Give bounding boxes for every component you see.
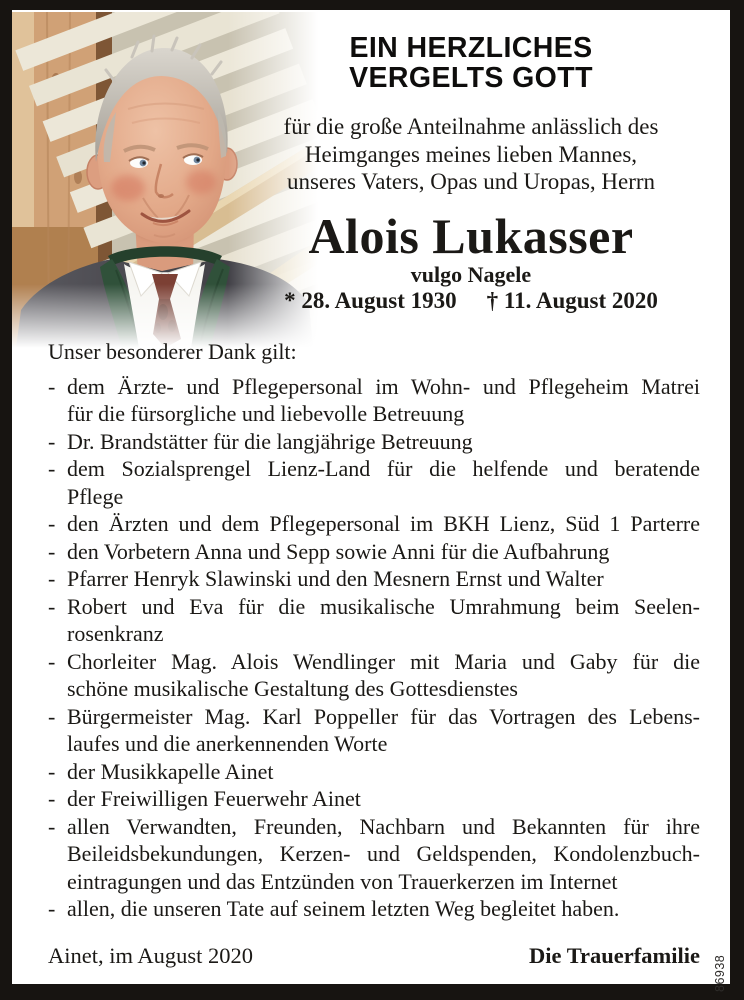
thanks-line-text: dem Ärzte- und Pflegepersonal im Wohn- und Pflegeheim Matrei [67,373,700,399]
list-dash: - [48,813,56,839]
thanks-line-text: Dr. Brandstätter für die langjährige Betreuung [67,428,473,454]
thanks-line [48,510,700,538]
intro-line2: Heimganges meines lieben Mannes, [304,141,638,167]
thanks-line-text: laufes und die anerkennenden Worte [67,731,388,756]
intro-line1: für die große Anteilnahme anlässlich des [283,114,659,139]
life-dates [240,287,702,314]
thanks-line-text: der Musikkapelle Ainet [67,758,274,784]
thanks-line-text: Pfarrer Henryk Slawinski und den Mesnern Ernst und Walter [67,566,604,591]
thanks-line [48,758,700,786]
thanks-line [48,868,700,896]
vulgo-name: vulgo Nagele [410,261,532,287]
thanks-line-text: Beileidsbekundungen, Kerzen- und Geldspenden, Kondolenzbuch- [67,841,700,866]
thanks-line [48,565,700,593]
thanks-line [48,455,700,483]
family-signature: Die Trauerfamilie [529,943,700,968]
list-dash: - [48,786,56,811]
list-dash: - [48,758,56,784]
thanks-block [48,338,700,923]
headline-line2: VERGELTS GOTT [349,62,593,94]
thanks-line-text: Robert und Eva für die musikalische Umrahmung beim Seelen- [67,593,700,619]
list-dash: - [48,511,56,536]
thanks-line-text: dem Sozialsprengel Lienz-Land für die helfende und beratende [67,456,700,481]
thanks-line [48,428,700,456]
deceased-name: Alois Lukasser [308,207,634,264]
list-dash: - [48,648,56,674]
thanks-line [48,730,700,758]
list-dash: - [48,428,56,454]
thanks-line [48,813,700,841]
list-dash: - [48,896,56,921]
thanks-line [48,483,700,511]
death-date: † 11. August 2020 [486,287,658,313]
thanks-line [48,620,700,648]
thanks-line-text: den Ärzten und dem Pflegepersonal im BKH Lienz, Süd 1 Parterre [67,511,700,536]
headline-line1: EIN HERZLICHES [349,32,593,64]
thanks-line-text: allen Verwandten, Freunden, Nachbarn und Bekannten für ihre [67,813,700,839]
headline [240,33,702,93]
thanks-line [48,400,700,428]
thanks-list [48,373,700,923]
thanks-line-text: schöne musikalische Gestaltung des Gottesdienstes [67,676,518,701]
thanks-line [48,675,700,703]
place-and-date: Ainet, im August 2020 [48,943,254,968]
list-dash: - [48,538,56,564]
thanks-line [48,373,700,401]
birth-date: * 28. August 1930 [284,287,457,313]
intro-line3: unseres Vaters, Opas und Uropas, Herrn [286,169,656,194]
thanks-line [48,785,700,813]
thanks-line [48,648,700,676]
thanks-intro: Unser besonderer Dank gilt: [48,339,297,364]
thanks-line [48,538,700,566]
list-dash: - [48,566,56,591]
thanks-line [48,840,700,868]
thanks-line [48,703,700,731]
list-dash: - [48,456,56,481]
serial-number: 86938 [713,954,727,992]
thanks-line-text: eintragungen und das Entzünden von Trauerkerzen im Internet [67,868,618,894]
thanks-line [48,895,700,923]
list-dash: - [48,703,56,729]
list-dash: - [48,373,56,399]
header-block [240,33,702,314]
thanks-line-text: der Freiwilligen Feuerwehr Ainet [67,786,361,811]
intro-text [240,113,702,196]
footer [48,942,700,969]
list-dash: - [48,593,56,619]
thanks-line [48,593,700,621]
thanks-line-text: Bürgermeister Mag. Karl Poppeller für das Vortragen des Lebens- [67,703,700,729]
thanks-line-text: Pflege [67,483,124,509]
thanks-line-text: rosenkranz [67,621,164,646]
thanks-line-text: für die fürsorgliche und liebevolle Betreuung [67,401,465,426]
thanks-line-text: allen, die unseren Tate auf seinem letzten Weg begleitet haben. [67,896,620,921]
thanks-line-text: den Vorbetern Anna und Sepp sowie Anni für die Aufbahrung [67,538,610,564]
thanks-line-text: Chorleiter Mag. Alois Wendlinger mit Maria und Gaby für die [67,648,700,674]
